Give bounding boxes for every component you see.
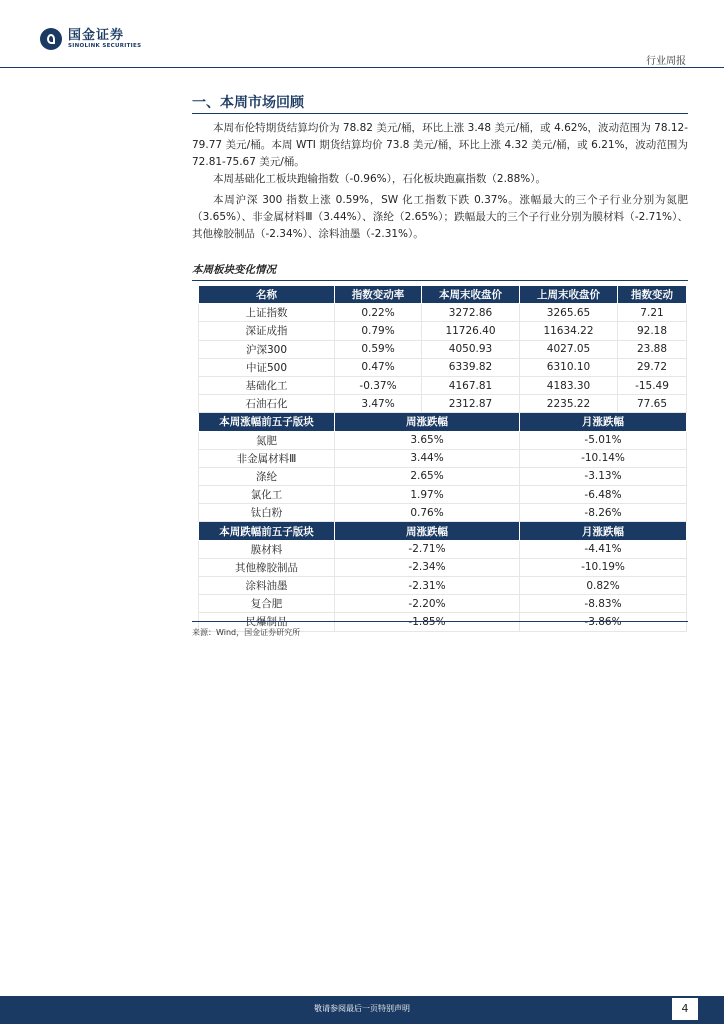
table-cell: 77.65 [618,395,687,413]
table-cell: -0.37% [335,376,422,394]
table-cell: 0.59% [335,340,422,358]
table-row [199,395,687,413]
table-cell: 6339.82 [422,358,520,376]
table-row [199,431,687,449]
table-body [199,286,687,632]
table-cell: 0.47% [335,358,422,376]
table-cell: 4167.81 [422,376,520,394]
column-header: 本周跌幅前五子版块 [199,522,335,540]
table-cell: 2312.87 [422,395,520,413]
table-cell: 1.97% [335,486,520,504]
table-cell: 0.82% [520,577,687,595]
table-cell: 上证指数 [199,304,335,322]
column-header: 指数变动率 [335,286,422,304]
table-cell: -8.26% [520,504,687,522]
table-cell: 3272.86 [422,304,520,322]
table-row [199,376,687,394]
table-cell: -6.48% [520,486,687,504]
table-cell: 石油石化 [199,395,335,413]
table-cell: -8.83% [520,595,687,613]
table-cell: 4183.30 [520,376,618,394]
table-row [199,486,687,504]
table-cell: 23.88 [618,340,687,358]
paragraph-sector-performance: 本周基础化工板块跑输指数（-0.96%），石化板块跑赢指数（2.88%）。 [213,173,546,185]
table-cell: -1.85% [335,613,520,631]
table-cell: -15.49 [618,376,687,394]
table-cell: -5.01% [520,431,687,449]
table-cell: -3.13% [520,467,687,485]
table-row [199,540,687,558]
table-cell: 6310.10 [520,358,618,376]
table-cell: 4027.05 [520,340,618,358]
table-row [199,558,687,576]
column-header: 上周末收盘价 [520,286,618,304]
table-cell: 29.72 [618,358,687,376]
table-header-row [199,286,687,304]
table-top-divider [192,280,688,281]
table-cell: 基础化工 [199,376,335,394]
table-cell: 非金属材料Ⅲ [199,449,335,467]
table-cell: 3.65% [335,431,520,449]
table-cell: -2.31% [335,577,520,595]
section-title: 一、本周市场回顾 [192,95,304,111]
sector-change-table [198,285,687,632]
table-title: 本周板块变化情况 [192,264,276,276]
column-header: 周涨跌幅 [335,413,520,431]
table-cell: 3.44% [335,449,520,467]
column-header: 本周末收盘价 [422,286,520,304]
table-cell: 2.65% [335,467,520,485]
column-header: 指数变动 [618,286,687,304]
table-cell: -10.19% [520,558,687,576]
table-cell: -2.20% [335,595,520,613]
table-cell: -4.41% [520,540,687,558]
table-cell: 7.21 [618,304,687,322]
table-row [199,467,687,485]
table-cell: 涤纶 [199,467,335,485]
table-row [199,322,687,340]
table-cell: 4050.93 [422,340,520,358]
table-cell: 0.22% [335,304,422,322]
table-row [199,358,687,376]
logo-english-name: SINOLINK SECURITIES [68,42,142,49]
table-cell: -3.86% [520,613,687,631]
section-divider [192,113,688,114]
table-cell: 其他橡胶制品 [199,558,335,576]
page-header [0,0,724,68]
table-cell: 沪深300 [199,340,335,358]
table-row [199,304,687,322]
table-row [199,504,687,522]
table-header-row [199,522,687,540]
table-cell: -2.34% [335,558,520,576]
page-number: 4 [672,998,698,1020]
company-logo [40,28,141,50]
column-header: 月涨跌幅 [520,413,687,431]
table-cell: -2.71% [335,540,520,558]
column-header: 名称 [199,286,335,304]
table-cell: 11634.22 [520,322,618,340]
column-header: 本周涨幅前五子版块 [199,413,335,431]
table-cell: 民爆制品 [199,613,335,631]
table-cell: 92.18 [618,322,687,340]
table-cell: 11726.40 [422,322,520,340]
footer-disclaimer: 敬请参阅最后一页特别声明 [314,1004,410,1013]
table-row [199,449,687,467]
document-type: 行业周报 [646,56,686,67]
table-row [199,340,687,358]
table-cell: 氯化工 [199,486,335,504]
table-cell: 0.79% [335,322,422,340]
table-bottom-divider [192,621,688,622]
table-header-row [199,413,687,431]
paragraph-oil-prices: 本周布伦特期货结算均价为 78.82 美元/桶，环比上涨 3.48 美元/桶，或 4.62%，波动范围为 78.12-79.77 美元/桶。本周 WTI 期货结算均价 73.8 美元/桶，环比上涨 4.32 美元/桶，或 6.21%，波动范围为 72.81-75.67 美元/桶。 [192,122,688,168]
paragraph-sub-industries: 本周沪深 300 指数上涨 0.59%，SW 化工指数下跌 0.37%。涨幅最大的三个子行业分别为氮肥（3.65%）、非金属材料Ⅲ（3.44%）、涤纶（2.65%）；跌幅最大的三个子行业分别为膜材料（-2.71%）、其他橡胶制品（-2.34%）、涂料油墨（-2.31%）。 [192,194,688,240]
table-cell: 钛白粉 [199,504,335,522]
table-cell: 氮肥 [199,431,335,449]
table-cell: 中证500 [199,358,335,376]
table-cell: 深证成指 [199,322,335,340]
table-cell: 3265.65 [520,304,618,322]
column-header: 月涨跌幅 [520,522,687,540]
table-row [199,595,687,613]
logo-chinese-name: 国金证券 [68,27,125,43]
table-row [199,577,687,595]
table-source: 来源：Wind，国金证券研究所 [192,628,301,637]
table-cell: 0.76% [335,504,520,522]
column-header: 周涨跌幅 [335,522,520,540]
logo-icon [40,28,62,50]
table-cell: 2235.22 [520,395,618,413]
table-cell: 膜材料 [199,540,335,558]
table-cell: 3.47% [335,395,422,413]
table-cell: -10.14% [520,449,687,467]
table-cell: 复合肥 [199,595,335,613]
table-cell: 涂料油墨 [199,577,335,595]
header-divider [0,67,724,68]
